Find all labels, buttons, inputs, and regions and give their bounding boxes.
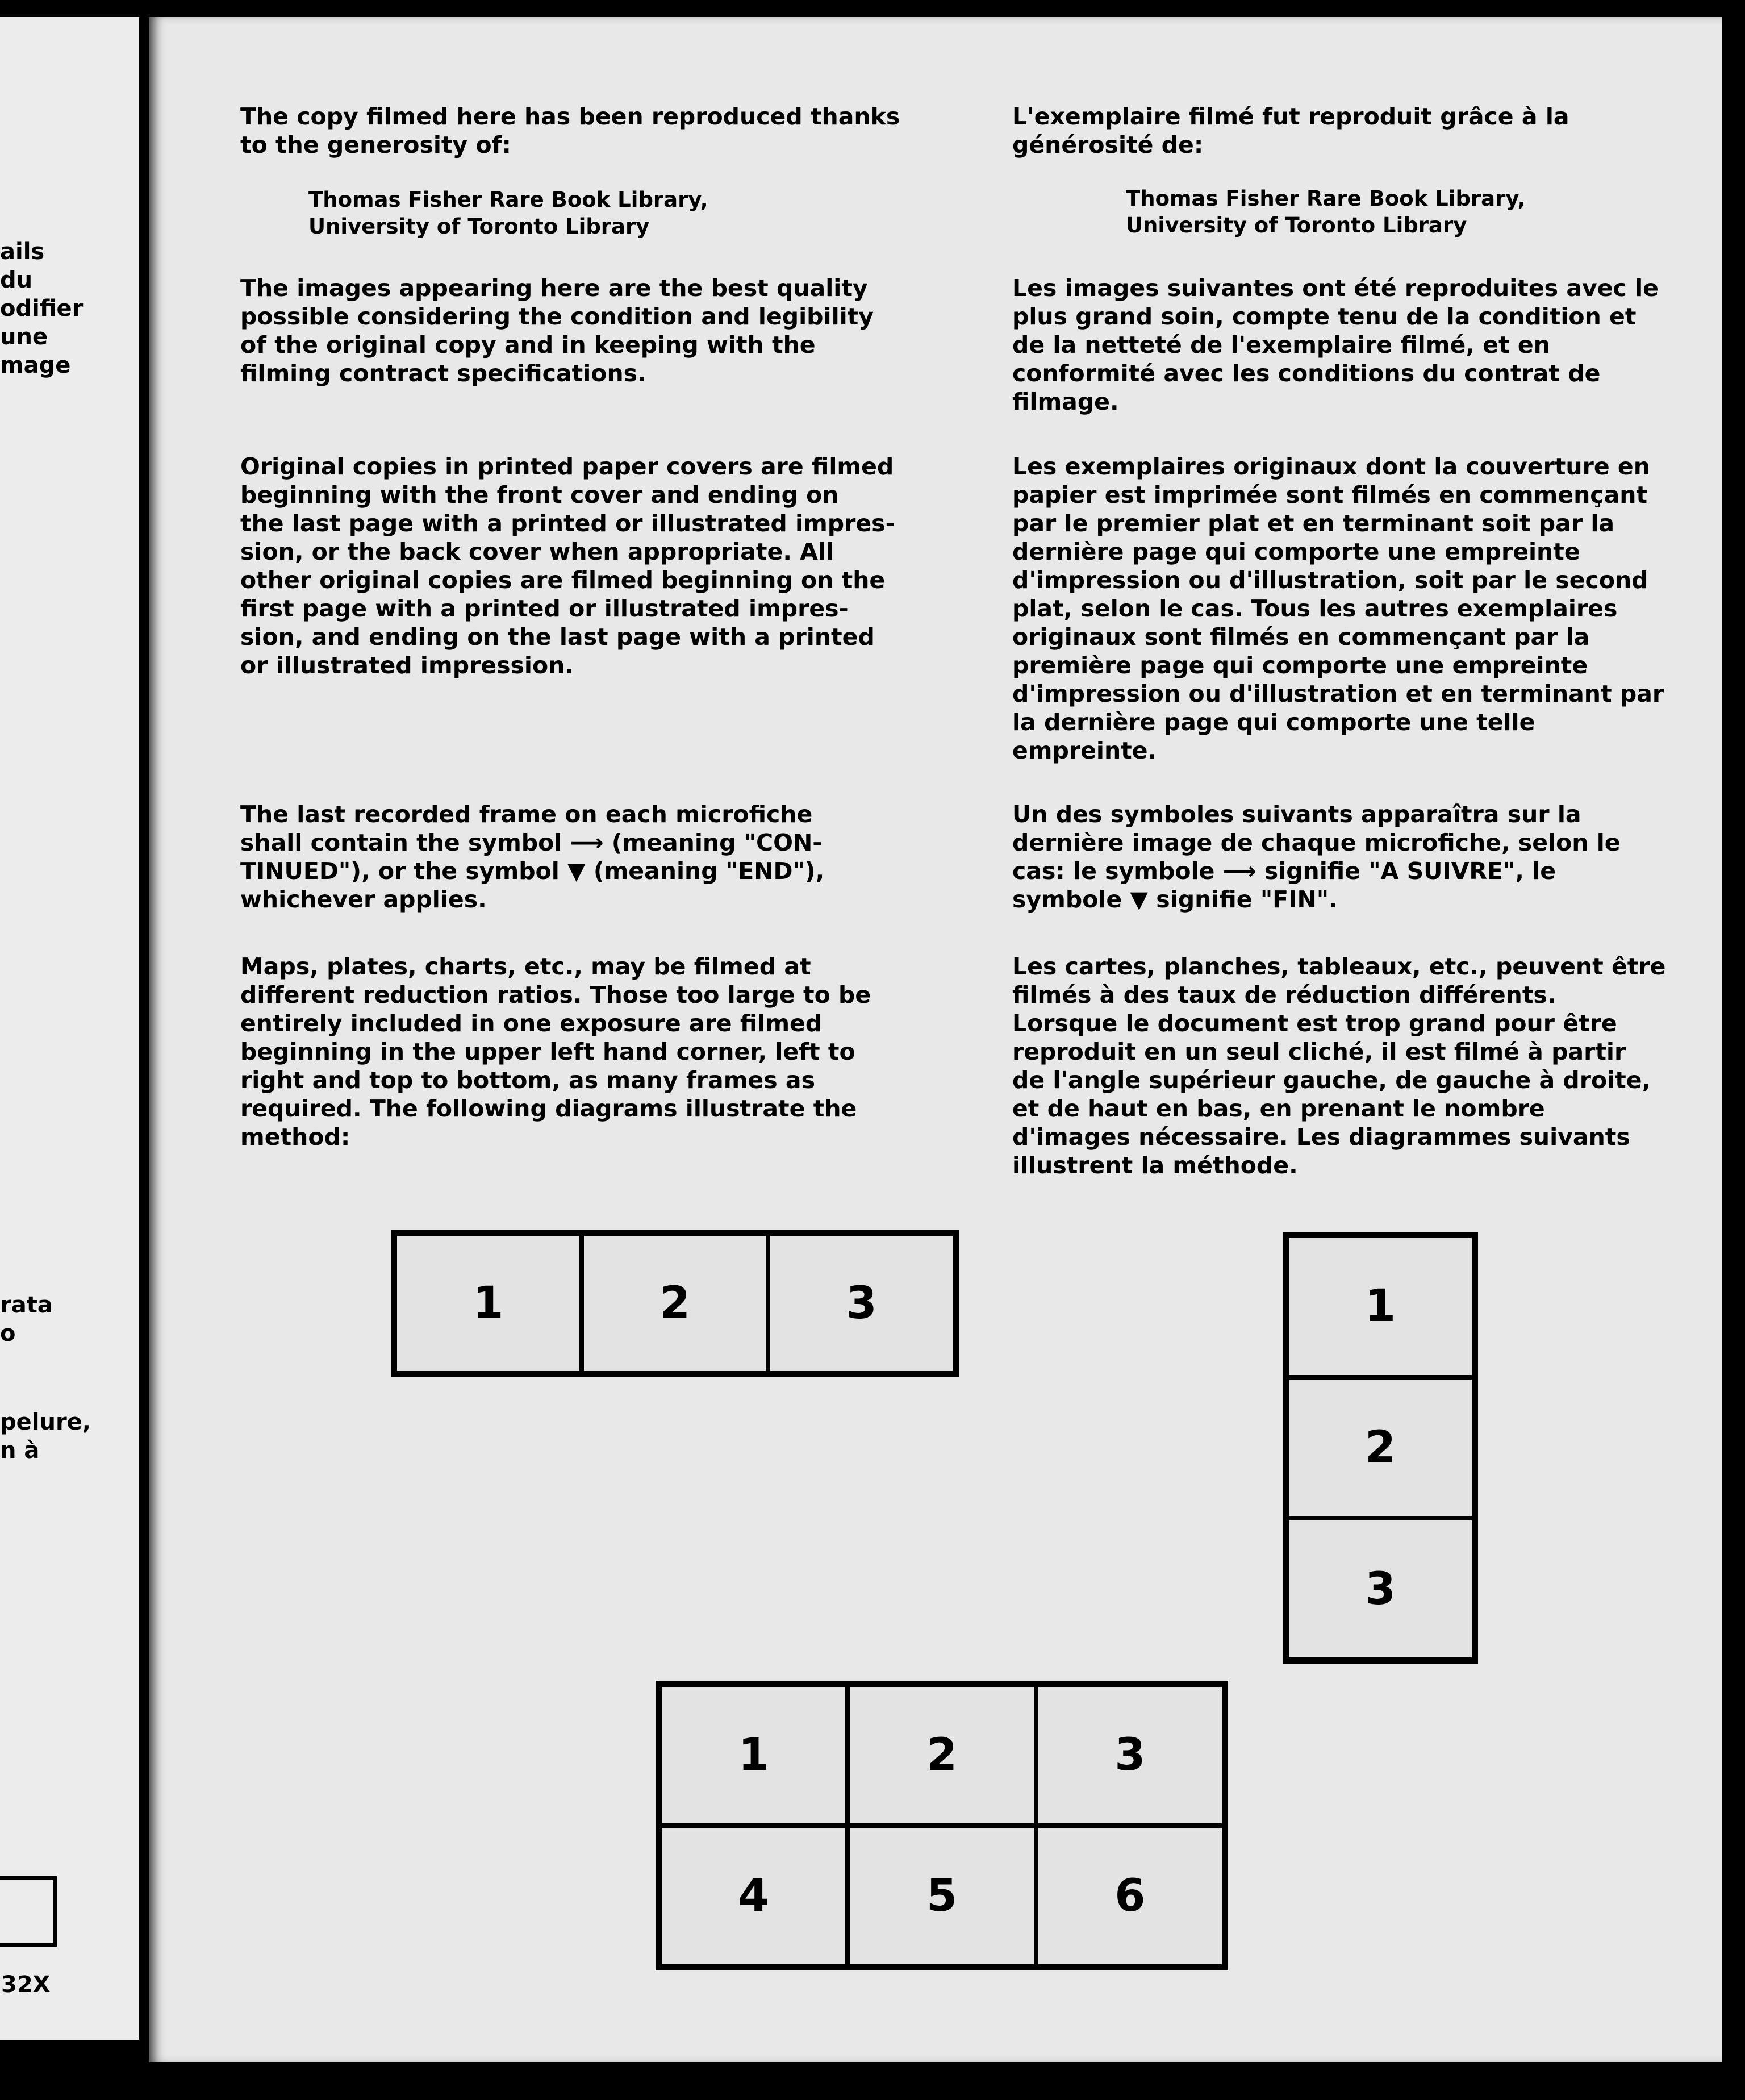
en-image-quality: The images appearing here are the best quality possible considering the condition and legibility of the original copy and in keeping with the filming contract specifications. [240, 274, 874, 387]
fr-symbols: Un des symboles suivants apparaîtra sur la dernière image de chaque microfiche, selon le cas: le symbole ⟶ signifie "A SUIVRE", le symbole ▼ signifie "FIN". [1012, 801, 1621, 913]
frame-cell: 1 [1287, 1236, 1474, 1377]
frame-cell: 5 [848, 1826, 1036, 1966]
frame-cell: 3 [1287, 1518, 1474, 1660]
en-original-copies: Original copies in printed paper covers are filmed beginning with the front cover and ending on the last page with a printed or illustrated impres- sion, or the back cover when appropriate. All other original copies are filmed beginning on the first page with a printed or illustrated impres- sion, and ending on the last page with a printed or illustrated impression. [240, 453, 895, 679]
frame-cell: 2 [848, 1685, 1036, 1826]
fr-original-copies: Les exemplaires originaux dont la couverture en papier est imprimée sont filmés en commençant par le premier plat et en terminant soit par la dernière page qui comporte une empreinte d'impression ou d'illustration, soit par le second plat, selon le cas. Tous les autres exemplaires originaux sont filmés en commençant par la première page qui comporte une empreinte d'impression ou d'illustration et en terminant par la dernière page qui comporte une telle empreinte. [1012, 453, 1664, 764]
fragment-text: ails [0, 239, 45, 265]
microfiche-target-page [149, 17, 1722, 2062]
fragment-text: rata [0, 1292, 53, 1318]
fr-image-quality: Les images suivantes ont été reproduites avec le plus grand soin, compte tenu de la condition et de la netteté de l'exemplaire filmé, et en conformité avec les conditions du contrat de filmage. [1012, 274, 1659, 415]
diagram-vertical [1283, 1232, 1478, 1664]
frame-cell: 3 [768, 1234, 955, 1373]
fr-library-name: Thomas Fisher Rare Book Library, University of Toronto Library [1126, 186, 1526, 238]
frame-cell: 1 [395, 1234, 582, 1373]
reduction-label: 32X [1, 1972, 51, 1998]
diagram-grid [656, 1681, 1228, 1970]
frame-cell: 1 [659, 1685, 848, 1826]
en-acknowledgement: The copy filmed here has been reproduced thanks to the generosity of: [240, 103, 900, 159]
frame-cell: 2 [1287, 1377, 1474, 1519]
fragment-text: n à [0, 1438, 40, 1464]
fragment-text: mage [0, 352, 71, 378]
fragment-text: o [0, 1320, 16, 1347]
frame-cell: 4 [659, 1826, 848, 1966]
en-maps-plates: Maps, plates, charts, etc., may be filmed at different reduction ratios. Those too large to be entirely included in one exposure are filmed beginning in the upper left hand corner, left to right and top to bottom, as many frames as required. The following diagrams illustrate the method: [240, 953, 871, 1151]
fr-acknowledgement: L'exemplaire filmé fut reproduit grâce à la générosité de: [1012, 103, 1569, 159]
fragment-text: du [0, 267, 33, 293]
fr-maps-plates: Les cartes, planches, tableaux, etc., peuvent être filmés à des taux de réduction différents. Lorsque le document est trop grand pour être reproduit en un seul cliché, il est filmé à partir de l'angle supérieur gauche, de gauche à droite, et de haut en bas, en prenant le nombre d'images nécessaire. Les diagrammes suivants illustrent la méthode. [1012, 953, 1666, 1179]
frame-cell: 3 [1036, 1685, 1224, 1826]
en-library-name: Thomas Fisher Rare Book Library, University of Toronto Library [308, 188, 708, 239]
fragment-text: pelure, [0, 1409, 91, 1435]
reduction-box [0, 1876, 57, 1947]
previous-page-edge [0, 17, 139, 2040]
diagram-horizontal [391, 1230, 959, 1377]
frame-cell: 6 [1036, 1826, 1224, 1966]
frame-cell: 2 [582, 1234, 769, 1373]
en-symbols: The last recorded frame on each microfiche shall contain the symbol ⟶ (meaning "CON- TINUED"), or the symbol ▼ (meaning "END"), whichever applies. [240, 801, 825, 913]
fragment-text: une [0, 324, 48, 350]
fragment-text: odifier [0, 295, 84, 322]
